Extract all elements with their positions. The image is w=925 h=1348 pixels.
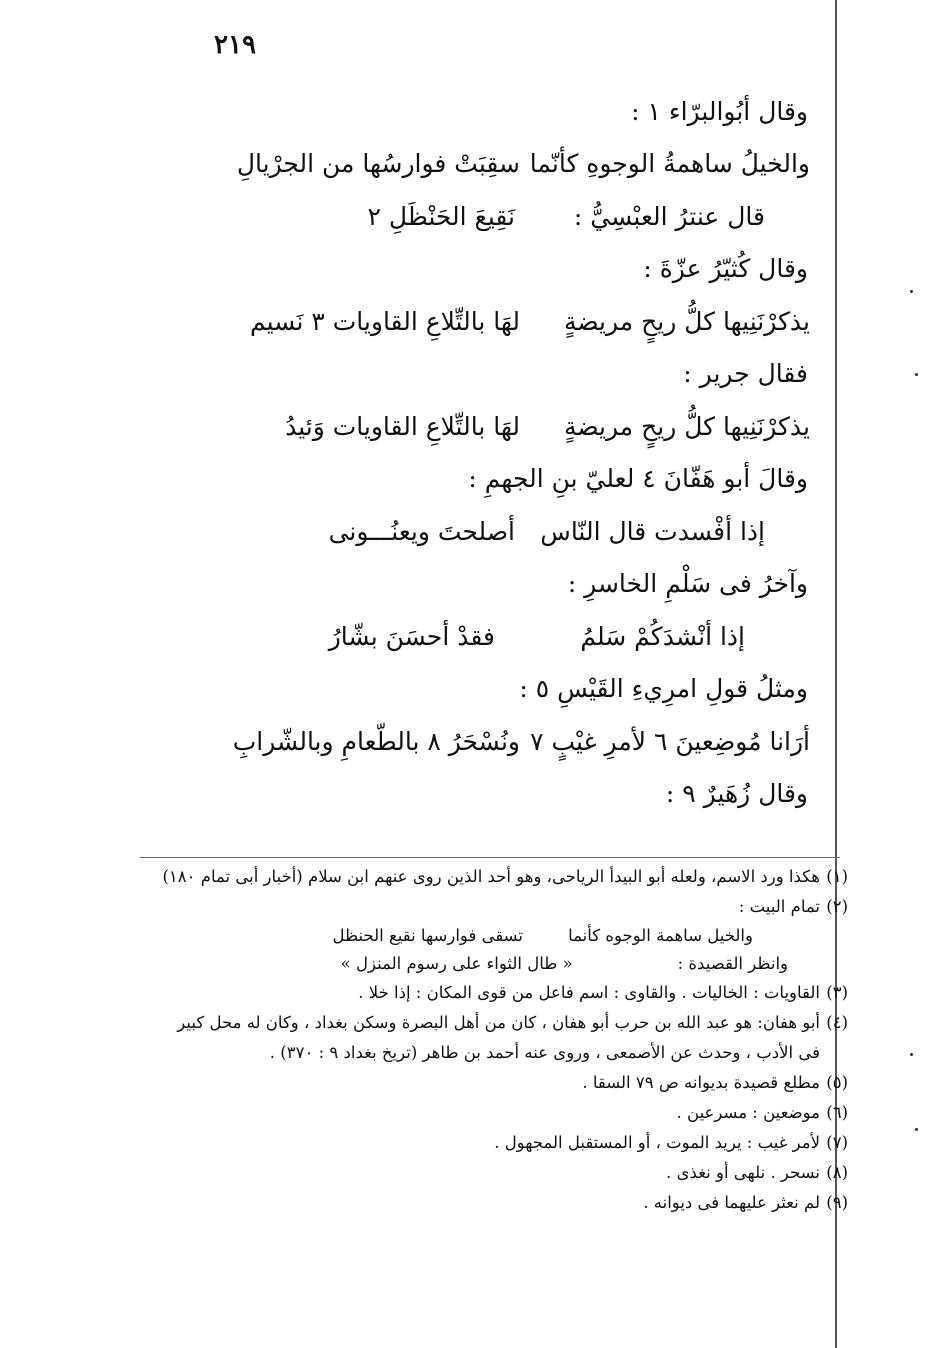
footnote-number: (٤) <box>826 1013 848 1032</box>
footnote-number: (٢) <box>826 897 848 916</box>
footnote <box>140 1098 848 1128</box>
second-hemistich: أصلحتَ ويعنُـــونى <box>328 516 515 546</box>
prose-line: فقال جرير : <box>683 359 808 389</box>
first-hemistich: قال عنترُ العبْسِيُّ : <box>573 201 765 231</box>
footnote-continuation: فى الأدب ، وحدث عن الأصمعى ، وروى عنه أحمد بن طاهر (تريخ بغداد ٩ : ٣٧٠) . <box>269 1043 820 1062</box>
first-hemistich: أرَانا مُوضِعينَ ٦ لأمرِ غيْبٍ ٧ <box>530 726 810 756</box>
prose-line: وآخرُ فى سَلْمِ الخاسرِ : <box>567 569 808 599</box>
footnote <box>140 1128 848 1158</box>
footnote-number: (٣) <box>826 983 848 1002</box>
footnote <box>140 978 848 1008</box>
footnote-text: القاويات : الخاليات . والقاوى : اسم فاعل من قوى المكان : إذا خلا . <box>358 983 820 1002</box>
margin-dot <box>915 1128 918 1131</box>
second-hemistich: فقدْ أحسَنَ بشّارُ <box>328 621 495 651</box>
prose-line: وقال كُثيّرُ عزّةَ : <box>643 254 808 284</box>
footnote-text: تمام البيت : <box>738 897 820 916</box>
footnote-number: (٥) <box>826 1073 848 1092</box>
first-hemistich: والخيلُ ساهمةُ الوجوهِ كأنّما <box>529 149 810 179</box>
reference-text: « طال الثواء على رسوم المنزل » <box>340 954 573 973</box>
second-hemistich: سقِبَتْ فوارسُها من الجرْيالِ <box>236 149 520 179</box>
footnote-text: أبو هفان: هو عبد الله بن حرب أبو هفان ، كان من أهل البصرة وسكن بغداد ، وكان له محل كبير <box>177 1013 820 1032</box>
verse-line <box>180 400 810 453</box>
footnote <box>140 892 848 922</box>
footnote <box>140 1068 848 1098</box>
footnote-number: (٨) <box>826 1163 848 1182</box>
footnote-number: (٩) <box>826 1193 848 1212</box>
verse-line <box>180 505 810 558</box>
second-hemistich: نَقِيعَ الحَنْظَلِ ٢ <box>367 201 515 231</box>
prose-line: وقالَ أبو هَفّانَ ٤ لعليّ بنِ الجهمِ : <box>468 464 808 494</box>
prose-line: ومثلُ قولِ امرِيءِ القَيْسِ ٥ : <box>519 674 808 704</box>
footnote <box>140 1188 848 1218</box>
page-number: ٢١٩ <box>214 30 256 60</box>
reference-label: وانظر القصيدة : <box>677 954 788 973</box>
margin-dot <box>910 1053 913 1056</box>
verse-line <box>180 138 810 191</box>
footnote-reference <box>140 950 848 978</box>
first-hemistich: والخيل ساهمة الوجوه كأنما <box>568 926 753 945</box>
footnote-text: لم نعثر عليهما فى ديوانه . <box>643 1193 820 1212</box>
footnote-number: (١) <box>826 867 848 886</box>
footnote <box>140 862 848 892</box>
verse-line <box>180 715 810 768</box>
prose-line: وقال زُهَيرٌ ٩ : <box>665 779 808 809</box>
verse-line <box>180 295 810 348</box>
margin-dot <box>910 290 913 293</box>
footnote <box>140 1008 848 1038</box>
footnote <box>140 1158 848 1188</box>
verse-line <box>180 610 810 663</box>
first-hemistich: يذكرْنَنِيها كلُّ ريحٍ مريضةٍ <box>563 411 810 441</box>
first-hemistich: يذكرْنَنِيها كلُّ ريحٍ مريضةٍ <box>563 306 810 336</box>
second-hemistich: لهَا بالتِّلاعِ القاويات ٣ نَسيم <box>249 306 520 336</box>
footnotes <box>140 862 848 1218</box>
margin-dot <box>915 373 918 376</box>
first-hemistich: إذا أنْشدَكُمْ سَلمُ <box>580 621 745 651</box>
first-hemistich: إذا أفْسدت قال النّاس <box>540 516 765 546</box>
second-hemistich: تسقى فوارسها نقيع الحنظل <box>332 926 523 945</box>
second-hemistich: لهَا بالتِّلاعِ القاويات وَئيدُ <box>285 411 520 441</box>
footnote-number: (٦) <box>826 1103 848 1122</box>
second-hemistich: ونُسْحَرُ ٨ بالطّعامِ وبالشّرابِ <box>232 726 520 756</box>
footnote-text: هكذا ورد الاسم، ولعله أبو البيدأ الرياحى، وهو أحد الذين روى عنهم ابن سلام (أخبار أبى تمام ١٨٠) <box>162 867 820 886</box>
footnote-separator <box>140 857 840 858</box>
footnote-text: موضعين : مسرعين . <box>676 1103 820 1122</box>
footnote-number: (٧) <box>826 1133 848 1152</box>
footnote-text: نسحر . نلهى أو نغذى . <box>666 1163 820 1182</box>
prose-line: وقال أبُوالبرّاء ١ : <box>631 96 808 126</box>
footnote-text: مطلع قصيدة بديوانه ص ٧٩ السقا . <box>582 1073 820 1092</box>
verse-line <box>180 190 810 243</box>
main-text <box>180 85 810 820</box>
footnote-verse <box>140 922 848 950</box>
footnote-text: لأمر غيب : يريد الموت ، أو المستقبل المجهول . <box>494 1133 820 1152</box>
